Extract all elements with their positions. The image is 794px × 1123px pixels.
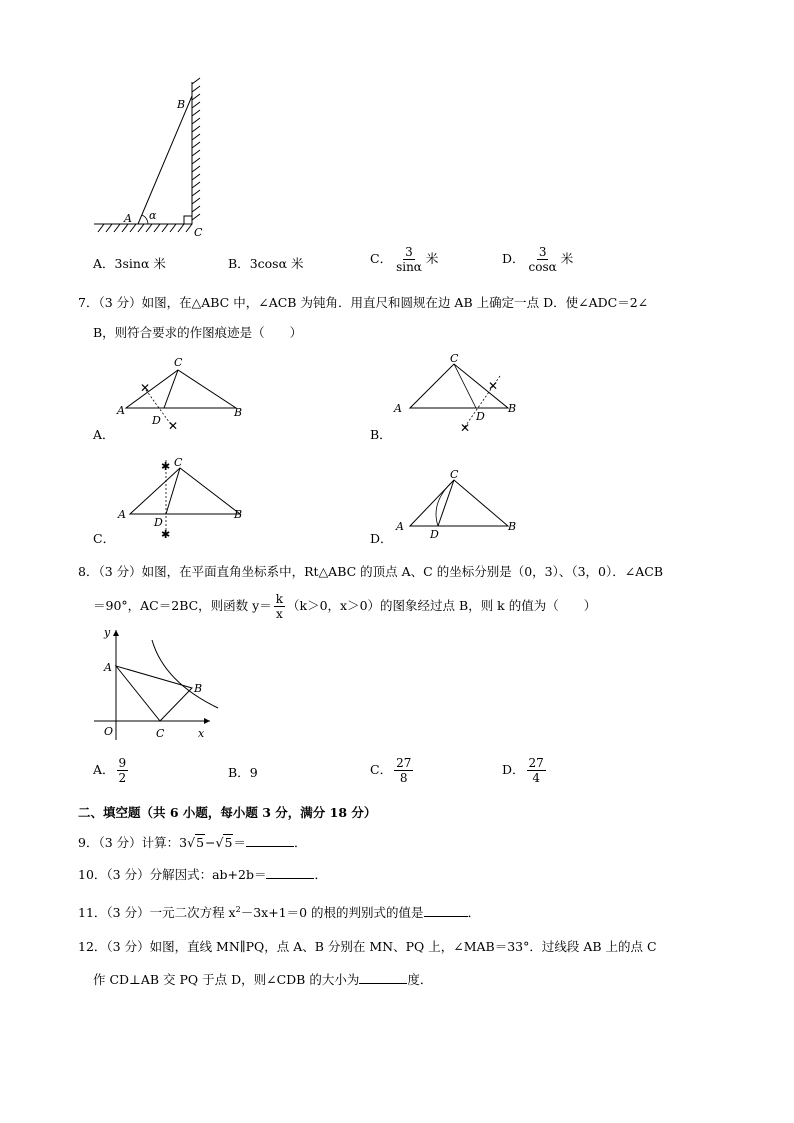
svg-text:✕: ✕ [168, 419, 179, 433]
label-B: B [234, 508, 243, 521]
option-letter: A． [93, 762, 115, 777]
option-letter: B． [228, 256, 250, 271]
q7-stem-line2: B，则符合要求的作图痕迹是（ ） [93, 325, 303, 340]
section-2-title: 二、填空题（共 6 小题，每小题 3 分，满分 18 分） [78, 805, 377, 820]
option-letter: D． [502, 251, 525, 266]
option-text: 3sinα 米 [114, 256, 166, 271]
q10-answer-blank[interactable] [266, 866, 314, 879]
q6-option-c[interactable] [370, 245, 438, 274]
ladder-line [138, 96, 192, 224]
q7-figure-b [390, 350, 530, 436]
option-letter: A． [93, 256, 115, 271]
q8-coordinate-figure [90, 624, 220, 744]
label-C: C [450, 352, 459, 365]
label-A: A [124, 212, 132, 225]
label-C: C [174, 456, 183, 469]
label-A: A [394, 402, 402, 415]
q11-answer-blank[interactable] [424, 904, 468, 917]
label-A: A [117, 404, 125, 417]
label-O: O [104, 725, 114, 738]
label-B: B [508, 520, 517, 533]
q7-option-a[interactable]: A． [93, 427, 115, 442]
q8-option-b[interactable] [228, 763, 258, 781]
q11-line: 11．（3 分）一元二次方程 $x^2-3x+1=0$ 的根的判别式的值是 ． [78, 905, 481, 921]
q6-option-b[interactable] [228, 254, 304, 272]
svg-text:✱: ✱ [161, 460, 171, 473]
q8-stem-line2 [93, 592, 596, 621]
option-unit: 米 [560, 251, 574, 266]
label-C: C [194, 226, 203, 239]
option-letter: B． [228, 765, 250, 780]
svg-text:✕: ✕ [460, 421, 471, 435]
option-fraction: $\frac{3}{\cos\alpha}$ [528, 245, 557, 274]
q7-figure-c [112, 452, 262, 540]
q6-option-d[interactable] [502, 245, 573, 274]
q7-figure-d [390, 466, 520, 542]
label-C: C [156, 727, 165, 740]
option-fraction: $\frac{3}{\sin\alpha}$ [396, 245, 422, 274]
ground-hatching [94, 224, 192, 232]
q8-option-d[interactable] [502, 756, 548, 785]
option-fraction: $\frac{27}{8}$ [396, 756, 412, 785]
option-letter: C． [370, 251, 393, 266]
option-text: 3cosα 米 [249, 256, 304, 271]
option-fraction: $\frac{9}{2}$ [118, 756, 127, 785]
q8-option-c[interactable] [370, 756, 415, 785]
label-A: A [118, 508, 126, 521]
label-D: D [152, 414, 161, 427]
option-unit: 米 [425, 251, 439, 266]
label-A: A [104, 661, 112, 674]
q7-option-d[interactable]: D． [370, 531, 393, 546]
q7-option-c[interactable]: C． [93, 531, 116, 546]
q12-line1: 12．（3 分）如图，直线 MN∥PQ，点 A、B 分别在 MN、PQ 上，∠MAB＝33°．过线段 AB 上的点 C [78, 939, 657, 954]
right-angle-mark [184, 216, 192, 224]
q12-answer-blank[interactable] [359, 971, 407, 984]
option-fraction: $\frac{27}{4}$ [528, 756, 544, 785]
label-B: B [508, 402, 517, 415]
label-alpha: α [149, 209, 157, 222]
q8-option-a[interactable] [93, 756, 130, 785]
q8-function-fraction: $\frac{k}{x}$ [275, 592, 283, 621]
q7-stem-line1: 7．（3 分）如图，在△ABC 中，∠ACB 为钝角．用直尺和圆规在边 AB 上确定一点 D．使∠ADC＝2∠ [78, 295, 649, 310]
q8-stem-post: （k＞0，x＞0）的图象经过点 B，则 k 的值为（ ） [287, 598, 597, 613]
wall-hatching [192, 78, 200, 224]
svg-text:✕: ✕ [140, 381, 151, 395]
label-D: D [476, 410, 485, 423]
option-letter: C． [370, 762, 393, 777]
q8-stem-line1: 8．（3 分）如图，在平面直角坐标系中，Rt△ABC 的顶点 A、C 的坐标分别是（0，3）、（3，0）．∠ACB [78, 564, 664, 579]
label-A: A [396, 520, 404, 533]
q9-answer-blank[interactable] [246, 834, 294, 847]
label-B: B [194, 682, 203, 695]
option-text: 9 [249, 765, 258, 780]
label-x: x [198, 727, 205, 740]
svg-text:✱: ✱ [161, 528, 171, 540]
label-D: D [154, 516, 163, 529]
angle-arc [142, 215, 148, 224]
q7-figure-a [112, 352, 262, 436]
q7-option-b[interactable]: B． [370, 427, 392, 442]
q6-ladder-figure [88, 74, 218, 240]
label-C: C [174, 356, 183, 369]
label-D: D [430, 528, 439, 541]
svg-text:✕: ✕ [488, 379, 499, 393]
label-B: B [234, 406, 243, 419]
q12-line2: 作 CD⊥AB 交 PQ 于点 D，则∠CDB 的大小为 度． [93, 972, 433, 987]
option-letter: D． [502, 762, 525, 777]
q10-line: 10．（3 分）分解因式：ab+2b＝ ． [78, 867, 327, 882]
label-C: C [450, 468, 459, 481]
q8-stem-pre: ＝90°，AC＝2BC，则函数 y＝ [93, 598, 272, 613]
label-B: B [177, 98, 186, 111]
q9-line: 9．（3 分）计算：3√5−√5＝ ． [78, 835, 307, 850]
q6-option-a[interactable] [93, 254, 166, 272]
label-y: y [104, 626, 111, 639]
